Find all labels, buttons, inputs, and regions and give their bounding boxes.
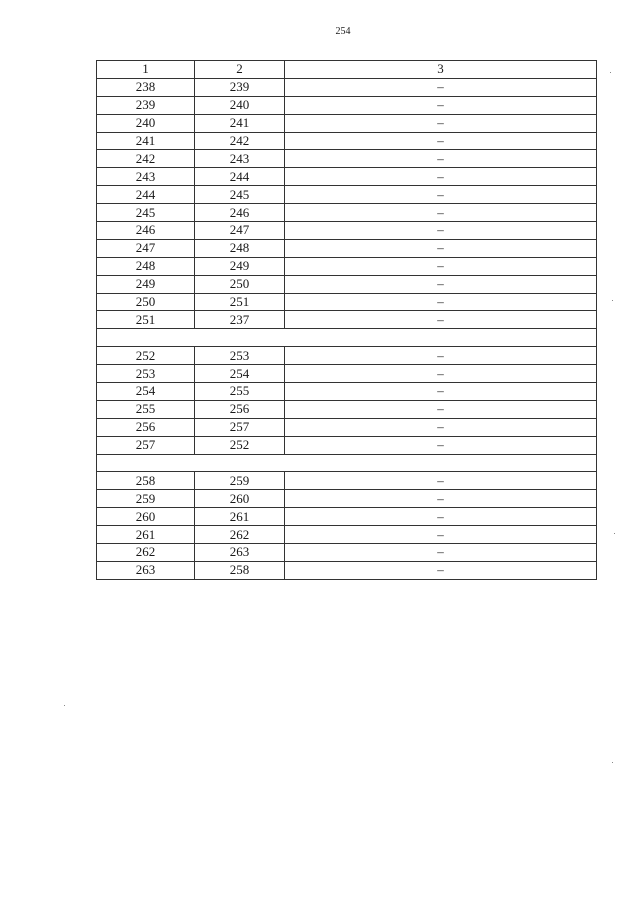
table-cell: 240 [195,96,285,114]
table-row [97,365,597,383]
table-row [97,168,597,186]
table-cell: 244 [195,168,285,186]
table-row [97,383,597,401]
table-cell: 243 [97,168,195,186]
table-cell: – [285,347,597,365]
table-row [97,96,597,114]
table-cell: – [285,257,597,275]
table-cell: – [285,168,597,186]
scan-speck [614,533,615,534]
table-cell: 256 [97,418,195,436]
table-cell: 262 [195,526,285,544]
table-cell: – [285,400,597,418]
table-cell: – [285,78,597,96]
table-cell: – [285,365,597,383]
table-cell: 258 [195,561,285,579]
table-cell: 241 [97,132,195,150]
table-cell: 256 [195,400,285,418]
group-separator-row [97,454,597,472]
table-cell: 249 [195,257,285,275]
table-cell: 237 [195,311,285,329]
table-cell: – [285,96,597,114]
table-cell: – [285,526,597,544]
table-cell: 250 [97,293,195,311]
table-cell: 255 [97,400,195,418]
table-cell: 258 [97,472,195,490]
table-row [97,490,597,508]
table-cell: 239 [97,96,195,114]
table-row [97,257,597,275]
table-cell: 251 [195,293,285,311]
table-cell: – [285,544,597,562]
scan-speck [64,705,65,706]
table-cell: – [285,418,597,436]
table-cell: 253 [97,365,195,383]
table-row [97,114,597,132]
table-cell: 246 [195,204,285,222]
table-cell: – [285,561,597,579]
column-header: 3 [285,61,597,79]
page-number: 254 [335,26,351,37]
table-cell: 246 [97,222,195,240]
table-cell: 259 [195,472,285,490]
table-cell: – [285,293,597,311]
table-cell: 261 [97,526,195,544]
group-separator-cell [97,329,597,347]
table-cell: 245 [195,186,285,204]
table-row [97,150,597,168]
table-cell: 261 [195,508,285,526]
table-cell: – [285,132,597,150]
table-cell: 252 [195,436,285,454]
table-cell: – [285,508,597,526]
column-header: 2 [195,61,285,79]
table-cell: 262 [97,544,195,562]
table-cell: 257 [97,436,195,454]
table-row [97,418,597,436]
table-cell: 255 [195,383,285,401]
table-row [97,544,597,562]
table-row [97,275,597,293]
table-cell: 241 [195,114,285,132]
table-row [97,311,597,329]
group-separator-row [97,329,597,347]
table-row [97,222,597,240]
table-cell: – [285,186,597,204]
table-cell: – [285,436,597,454]
table-cell: 244 [97,186,195,204]
table-cell: 240 [97,114,195,132]
table-cell: 259 [97,490,195,508]
table-body [97,78,597,579]
table-cell: 245 [97,204,195,222]
table-cell: – [285,204,597,222]
table-cell: 242 [97,150,195,168]
table-cell: – [285,222,597,240]
table-cell: 251 [97,311,195,329]
table-row [97,186,597,204]
table-cell: – [285,311,597,329]
table-cell: 248 [195,239,285,257]
column-header: 1 [97,61,195,79]
table-cell: – [285,150,597,168]
group-separator-cell [97,454,597,472]
table-cell: 254 [195,365,285,383]
table-cell: 260 [97,508,195,526]
table-cell: 263 [97,561,195,579]
table-cell: – [285,383,597,401]
scan-speck [612,300,613,301]
table-row [97,347,597,365]
table-cell: 252 [97,347,195,365]
scan-speck [612,762,613,763]
table-row [97,561,597,579]
table-cell: 247 [195,222,285,240]
table-header-row [97,61,597,79]
table-cell: 248 [97,257,195,275]
table-cell: 243 [195,150,285,168]
table-cell: – [285,472,597,490]
table-cell: 263 [195,544,285,562]
table-row [97,132,597,150]
table-row [97,78,597,96]
table-cell: 242 [195,132,285,150]
data-table [96,60,597,580]
table-row [97,436,597,454]
table-cell: – [285,239,597,257]
table-cell: – [285,275,597,293]
table-row [97,526,597,544]
table-row [97,472,597,490]
table-cell: 260 [195,490,285,508]
table-cell: – [285,490,597,508]
scan-speck [610,72,611,73]
table-cell: 254 [97,383,195,401]
table-row [97,508,597,526]
table-cell: 247 [97,239,195,257]
table-row [97,239,597,257]
table-cell: 249 [97,275,195,293]
table-cell: 257 [195,418,285,436]
table-cell: 250 [195,275,285,293]
table-row [97,293,597,311]
table-cell: 239 [195,78,285,96]
table-cell: 253 [195,347,285,365]
table-row [97,204,597,222]
table-cell: – [285,114,597,132]
table-row [97,400,597,418]
table-cell: 238 [97,78,195,96]
